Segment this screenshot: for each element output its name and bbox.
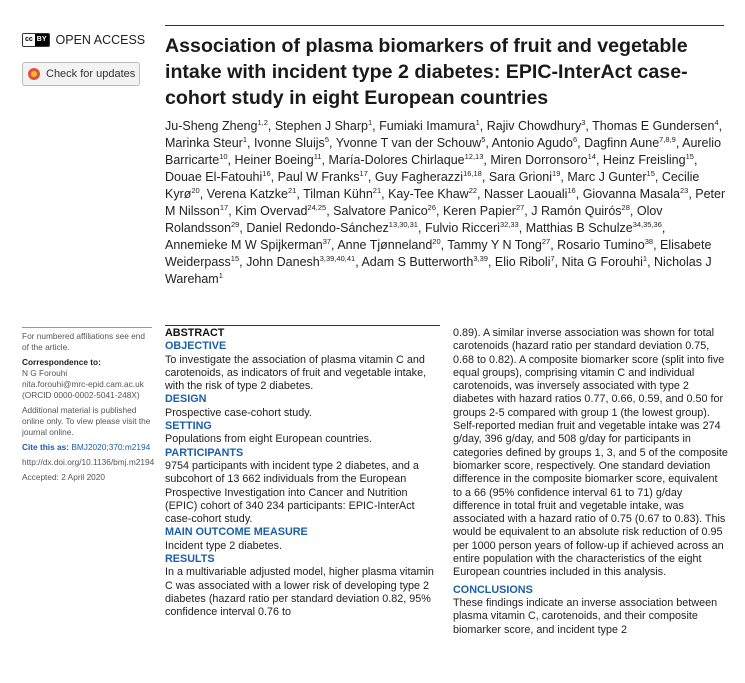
outcome-heading: MAIN OUTCOME MEASURE [165, 526, 308, 539]
participants-text: 9754 participants with incident type 2 diabetes, and a subcohort of 13 662 individuals from the European Prospective Investigation into Cancer and Nutrition (EPIC) cohort of 340 234 participants: EPIC-InterAct case-cohort study. [165, 459, 419, 526]
author-name: Peter M Nilsson [165, 187, 726, 218]
author-affiliation: 20 [191, 186, 200, 195]
author-affiliation: 37 [322, 237, 332, 246]
author-affiliation: 28 [621, 203, 630, 212]
author-affiliation: 1,2 [257, 118, 268, 127]
author-name: Nasser Laouali [484, 187, 568, 201]
author-name: Nita G Forouhi [561, 255, 643, 269]
by-label: BY [35, 34, 49, 46]
author-affiliation: 21 [288, 186, 297, 195]
author-affiliation: 5 [324, 135, 329, 144]
author-list: Ju-Sheng Zheng$^{1,2}$, Stephen J Sharp$^1$, Fumiaki Imamura$^1$, Rajiv Chowdhury$^3$, Thomas E Gundersen$^4$, Marinka Steur$^1$, Ivonne Sluijs$^5$, Yvonne T van der Schouw$^5$, Antonio Agudo$^6$, Dagfinn Aune$^{7,8,9}$, Aurelio Barricarte$^{10}$, Heiner Boeing$^{11}$, María-Dolores Chirlaque$^{12,13}$, Miren Dorronsoro$^{14}$, Heinz Freisling$^{15}$, Douae El-Fatouhi$^{16}$, Paul W Franks$^{17}$, Guy Fagherazzi$^{16,18}$, Sara Grioni$^{19}$, Marc J Gunter$^{15}$, Cecilie Kyrø$^{20}$, Verena Katzke$^{21}$, Tilman Kühn$^{21}$, Kay-Tee Khaw$^{22}$, Nasser Laouali$^{16}$, Giovanna Masala$^{23}$, Peter M Nilsson$^{17}$, Kim Overvad$^{24,25}$, Salvatore Panico$^{26}$, Keren Papier$^{27}$, J Ramón Quirós$^{28}$, Olov Rolandsson$^{29}$, Daniel Redondo-Sánchez$^{13,30,31}$, Fulvio Ricceri$^{32,33}$, Matthias B Schulze$^{34,35,36}$, Annemieke M W Spijkerman$^{37}$, Anne Tjønneland$^{20}$, Tammy Y N Tong$^{27}$, Rosario Tumino$^{38}$, Elisabete Weiderpass$^{15}$, John Danesh$^{3,39,40,41}$, Adam S Butterworth$^{3,39}$, Elio Riboli$^7$, Nita G Forouhi$^1$, Nicholas J Wareham$^1$ [165, 118, 726, 286]
author[interactable] [165, 119, 268, 133]
author-affiliation: 15 [230, 254, 240, 263]
author-affiliation: 17 [219, 203, 229, 212]
author-affiliation: 1 [642, 254, 648, 263]
abstract-rule [165, 325, 440, 326]
author[interactable] [207, 187, 297, 201]
author[interactable] [375, 170, 482, 184]
author[interactable] [592, 119, 718, 133]
author[interactable] [165, 136, 247, 150]
author-name: Tammy Y N Tong [447, 238, 542, 252]
doi-link[interactable]: http://dx.doi.org/10.1136/bmj.m2194 [22, 457, 155, 467]
author[interactable] [303, 187, 381, 201]
design-text: Prospective case-cohort study. [165, 406, 312, 419]
author[interactable] [425, 221, 519, 235]
participants-heading: PARTICIPANTS [165, 446, 244, 459]
author[interactable] [562, 255, 647, 269]
author-affiliation: 12,13 [464, 152, 484, 161]
cite-reference[interactable]: BMJ2020;370:m2194 [71, 442, 151, 452]
author-name: Heinz Freisling [602, 153, 686, 167]
author-affiliation: 13,30,31 [388, 220, 418, 229]
author-name: Rajiv Chowdhury [486, 119, 582, 133]
author-name: Keren Papier [442, 204, 516, 218]
author[interactable] [487, 119, 586, 133]
author-name: Sara Grioni [488, 170, 553, 184]
open-access-badge[interactable] [22, 33, 152, 47]
author-name: Giovanna Masala [582, 187, 680, 201]
author-affiliation: 26 [427, 203, 437, 212]
author[interactable] [567, 170, 655, 184]
check-for-updates-label: Check for updates [46, 68, 136, 80]
author[interactable] [254, 136, 329, 150]
author[interactable] [583, 187, 689, 201]
author[interactable] [333, 204, 436, 218]
author-name: Paul W Franks [277, 170, 360, 184]
article-title: Association of plasma biomarkers of fruit and vegetable intake with incident type 2 diabetes: EPIC-InterAct case-cohort study in eight European countries [165, 35, 688, 109]
author[interactable] [531, 204, 630, 218]
author-affiliation: 11 [313, 152, 322, 161]
author-name: Ivonne Sluijs [253, 136, 325, 150]
author-name: Ju-Sheng Zheng [165, 119, 258, 133]
author-name: Salvatore Panico [333, 204, 428, 218]
author[interactable] [495, 255, 555, 269]
abstract-column-1 [165, 327, 440, 620]
author-name: Cecilie Kyrø [165, 170, 700, 201]
conclusions-heading: CONCLUSIONS [453, 583, 533, 596]
setting-heading: SETTING [165, 420, 212, 433]
author-name: Thomas E Gundersen [592, 119, 715, 133]
author-affiliation: 4 [714, 118, 719, 127]
author-affiliation: 16 [262, 169, 271, 178]
author-affiliation: 24,25 [307, 203, 327, 212]
author[interactable] [361, 255, 487, 269]
author-affiliation: 32,33 [499, 220, 519, 229]
author-name: Marc J Gunter [567, 170, 647, 184]
author-affiliation: 38 [644, 237, 654, 246]
objective-heading: OBJECTIVE [165, 340, 227, 353]
author-name: Stephen J Sharp [274, 119, 368, 133]
author[interactable] [526, 221, 662, 235]
author-name: Fumiaki Imamura [379, 119, 476, 133]
author[interactable] [443, 204, 524, 218]
author[interactable] [447, 238, 550, 252]
sidebar-notes [22, 327, 155, 487]
orcid[interactable]: (ORCID 0000-0002-5041-248X) [22, 390, 140, 400]
author-name: Marinka Steur [165, 136, 243, 150]
article-badges [22, 33, 152, 86]
author-name: Anne Tjønneland [337, 238, 433, 252]
author-affiliation: 27 [541, 237, 551, 246]
author-affiliation: 16,18 [463, 169, 482, 178]
author[interactable] [246, 255, 355, 269]
author-name: Elio Riboli [494, 255, 551, 269]
author[interactable] [603, 153, 694, 167]
author-name: John Danesh [246, 255, 320, 269]
author-affiliation: 7,8,9 [659, 135, 676, 144]
author[interactable] [235, 204, 326, 218]
author[interactable] [246, 221, 418, 235]
author-name: Adam S Butterworth [361, 255, 474, 269]
author[interactable] [165, 170, 271, 184]
author-name: Yvonne T van der Schouw [335, 136, 482, 150]
author[interactable] [165, 238, 331, 252]
author-affiliation: 3,39 [473, 254, 488, 263]
author[interactable] [489, 170, 561, 184]
author[interactable] [388, 187, 477, 201]
author-name: Fulvio Ricceri [424, 221, 500, 235]
crossmark-icon [28, 68, 40, 80]
author-name: Kay-Tee Khaw [388, 187, 469, 201]
author[interactable] [275, 119, 372, 133]
affiliations-note: For numbered affiliations see end of the article. [22, 331, 145, 352]
author-affiliation: 1 [367, 118, 373, 127]
author-affiliation: 27 [515, 203, 525, 212]
author[interactable] [490, 153, 596, 167]
author-affiliation: 1 [242, 135, 247, 144]
author[interactable] [336, 136, 486, 150]
author-affiliation: 15 [685, 152, 694, 161]
author-affiliation: 21 [372, 186, 382, 195]
author-name: Dagfinn Aune [584, 136, 660, 150]
author-name: Kim Overvad [235, 204, 308, 218]
author-affiliation: 20 [432, 237, 441, 246]
author-affiliation: 7 [550, 254, 555, 263]
author-affiliation: 23 [679, 186, 689, 195]
author-name: Elisabete Weiderpass [165, 238, 712, 269]
author-name: Annemieke M W Spijkerman [165, 238, 323, 252]
author-affiliation: 17 [359, 169, 368, 178]
conclusions-text: These findings indicate an inverse association between plasma vitamin C, carotenoids, and their composite biomarker score, and incident type 2 [453, 596, 718, 636]
author-affiliation: 29 [231, 220, 240, 229]
outcome-text: Incident type 2 diabetes. [165, 539, 283, 552]
accepted-date: Accepted: 2 April 2020 [22, 472, 106, 482]
author-affiliation: 3,39,40,41 [319, 254, 356, 263]
results-heading: RESULTS [165, 553, 215, 566]
author-name: Heiner Boeing [234, 153, 314, 167]
correspondence-email[interactable]: nita.forouhi@mrc-epid.cam.ac.uk [22, 379, 144, 389]
correspondence-name: N G Forouhi [22, 368, 68, 378]
author-affiliation: 1 [475, 118, 480, 127]
design-heading: DESIGN [165, 393, 207, 406]
title-rule [165, 25, 724, 26]
author-affiliation: 15 [646, 169, 655, 178]
abstract-heading: ABSTRACT [165, 327, 225, 339]
cite-label: Cite this as: [22, 442, 70, 452]
cc-label: cc [23, 34, 35, 46]
author-name: J Ramón Quirós [531, 204, 622, 218]
open-access-label: OPEN ACCESS [55, 33, 146, 47]
author[interactable] [278, 170, 368, 184]
author-name: Tilman Kühn [303, 187, 373, 201]
sidebar-rule [22, 327, 152, 328]
author[interactable] [234, 153, 321, 167]
results-text-part-2: 0.89). A similar inverse association was shown for total carotenoids (hazard ratio per standard deviation 0.75, 0.68 to 0.82). A composite biomarker score (split into five equal groups), comprising vitamin C and individual carotenoids, was inversely associated with type 2 diabetes with hazard ratios 0.77, 0.66, 0.59, and 0.50 for groups 2-5 compared with group 1 (the lowest group). Self-reported median fruit and vegetable intake was 274 g/day, 396 g/day, and 508 g/day for participants in categories defined by groups 1, 3, and 5 of the composite biomarker score, respectively. One standard deviation difference in the composite biomarker score, equivalent to a 66 (95% confidence interval 61 to 71) g/day difference in total fruit and vegetable intake, was associated with a hazard ratio of 0.75 (0.67 to 0.83). This would be equivalent to an absolute risk reduction of 0.95 per 1000 person years of follow-up if achieved across an entire population with the characteristics of the eight European countries included in this analysis. [453, 327, 728, 579]
author-name: Guy Fagherazzi [374, 170, 464, 184]
author[interactable] [584, 136, 676, 150]
results-text-part-1: In a multivariable adjusted model, higher plasma vitamin C was associated with a lower risk of developing type 2 diabetes (hazard ratio per standard deviation 0.82, 95% confidence interval 0.76 to [165, 566, 434, 619]
author[interactable] [557, 238, 653, 252]
check-for-updates-button[interactable] [22, 62, 140, 86]
abstract-column-2 [453, 327, 728, 637]
author[interactable] [379, 119, 480, 133]
author[interactable] [492, 136, 578, 150]
author-affiliation: 5 [481, 135, 486, 144]
author-name: Douae El-Fatouhi [165, 170, 263, 184]
author-name: Rosario Tumino [557, 238, 645, 252]
author-affiliation: 3 [581, 118, 586, 127]
author-name: Daniel Redondo-Sánchez [246, 221, 389, 235]
author-name: Verena Katzke [206, 187, 288, 201]
correspondence-label: Correspondence to: [22, 357, 101, 367]
author[interactable] [484, 187, 576, 201]
author-affiliation: 10 [219, 152, 228, 161]
author-affiliation: 6 [572, 135, 578, 144]
author-affiliation: 14 [587, 152, 596, 161]
author-affiliation: 22 [468, 186, 478, 195]
author-name: Olov Rolandsson [165, 204, 663, 235]
author-affiliation: 34,35,36 [632, 220, 662, 229]
author-affiliation: 19 [552, 169, 561, 178]
author-name: Miren Dorronsoro [490, 153, 588, 167]
author-affiliation: 16 [567, 186, 576, 195]
citation [22, 442, 152, 453]
additional-material-note: Additional material is published online only. To view please visit the journal online. [22, 405, 151, 437]
author-name: Antonio Agudo [491, 136, 573, 150]
author-name: María-Dolores Chirlaque [328, 153, 465, 167]
author[interactable] [328, 153, 483, 167]
author-name: Nicholas J Wareham [165, 255, 712, 286]
author-affiliation: 1 [218, 271, 223, 280]
setting-text: Populations from eight European countries. [165, 433, 373, 446]
author-name: Matthias B Schulze [525, 221, 633, 235]
author-name: Aurelio Barricarte [165, 136, 722, 167]
creative-commons-icon [22, 33, 50, 47]
objective-text: To investigate the association of plasma vitamin C and carotenoids, as indicators of fruit and vegetable intake, with the risk of type 2 diabetes. [165, 353, 427, 393]
author[interactable] [337, 238, 440, 252]
